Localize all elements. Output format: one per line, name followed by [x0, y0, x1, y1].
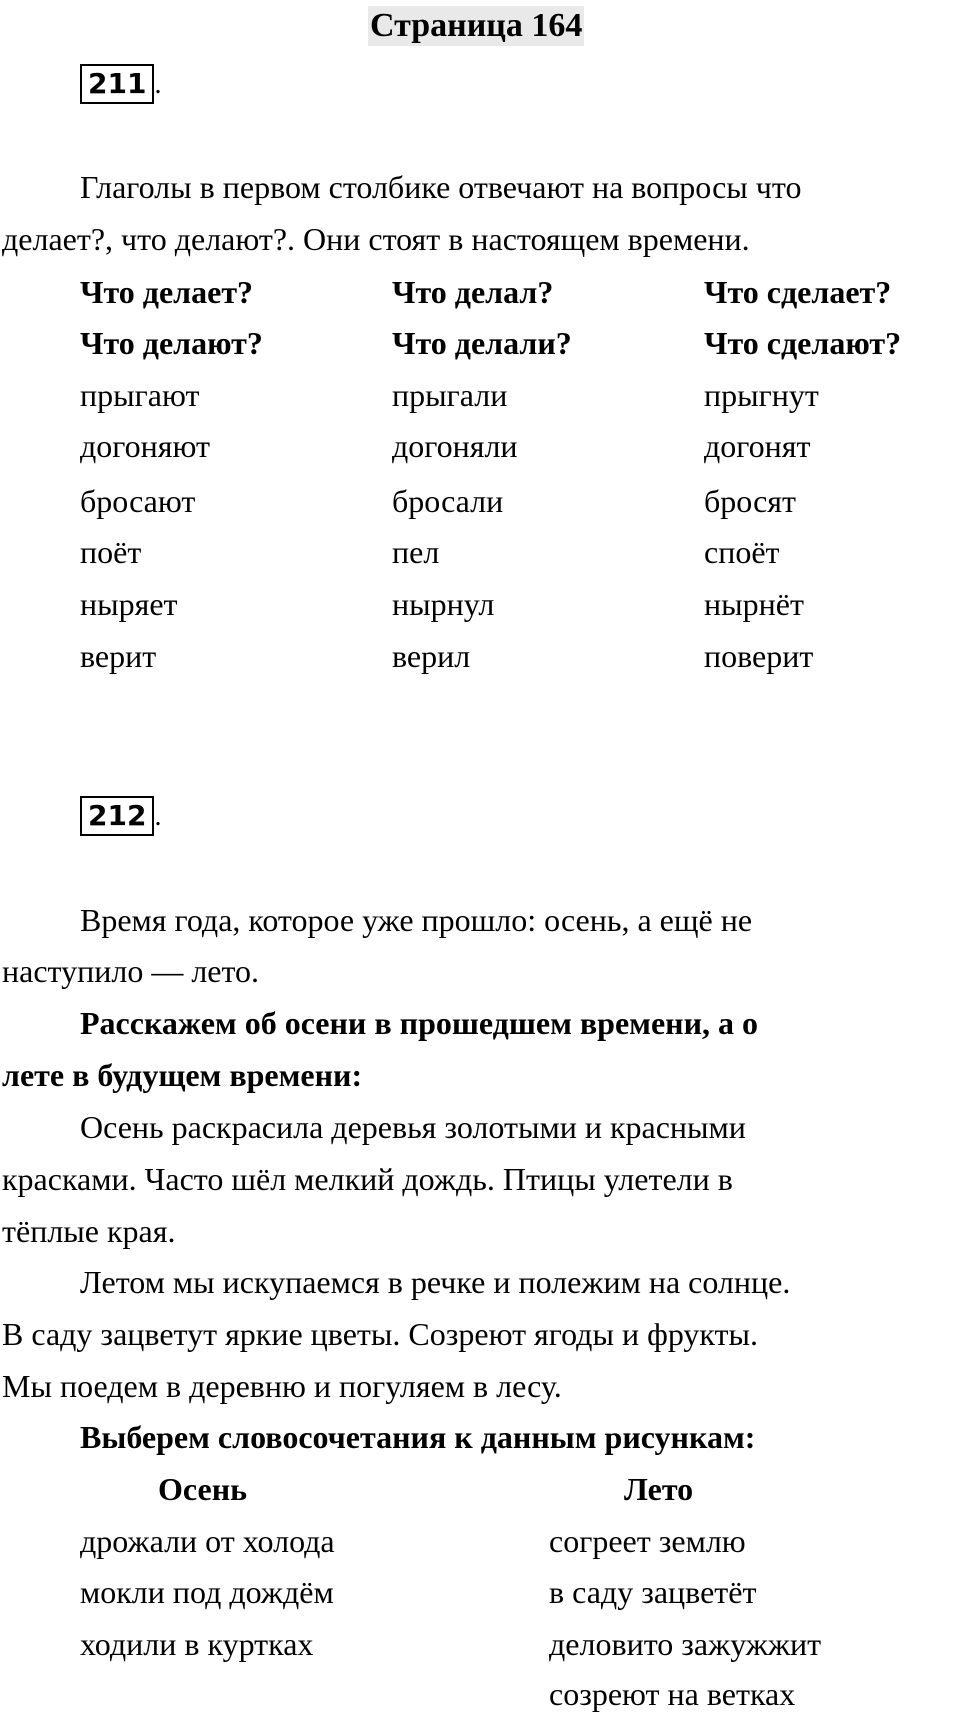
verb-future: поверит [704, 638, 814, 674]
header-what-did-plural: Что делали? [392, 325, 572, 361]
autumn-phrase: ходили в куртках [80, 1626, 314, 1662]
exercise-212-intro-line-1: Время года, которое уже прошло: осень, а ещё не [80, 902, 753, 938]
task-line-2: лете в будущем времени: [2, 1057, 363, 1093]
header-what-do-plural: Что делают? [80, 325, 263, 361]
summer-phrase: согреет землю [549, 1523, 746, 1559]
autumn-text-line-2: красками. Часто шёл мелкий дождь. Птицы улетели в [2, 1161, 733, 1197]
page-title: Страница 164 [370, 7, 583, 44]
exercise-number-dot: . [154, 801, 162, 832]
summer-phrase: деловито зажужжит [549, 1626, 822, 1662]
verb-present: ныряет [80, 586, 178, 622]
verb-past: пел [392, 534, 440, 570]
exercise-number-box: 211 [80, 64, 154, 104]
verb-future: нырнёт [704, 586, 804, 622]
verb-present: поёт [80, 534, 142, 570]
autumn-text-line-3: тёплые края. [2, 1213, 176, 1249]
header-what-did: Что делал? [392, 274, 554, 310]
verb-past: верил [392, 638, 471, 674]
exercise-211-intro-line-1: Глаголы в первом столбике отвечают на вопросы что [80, 169, 802, 205]
header-what-does: Что делает? [80, 274, 254, 310]
choose-heading: Выберем словосочетания к данным рисункам: [80, 1419, 756, 1455]
summer-phrase: созреют на ветках [549, 1676, 796, 1712]
verb-present: прыгают [80, 377, 200, 413]
autumn-text-line-1: Осень раскрасила деревья золотыми и красными [80, 1109, 746, 1145]
verb-past: бросали [392, 483, 504, 519]
verb-past: прыгали [392, 377, 508, 413]
summer-phrase: в саду зацветёт [549, 1574, 757, 1610]
verb-present: верит [80, 638, 157, 674]
verb-future: догонят [704, 428, 811, 464]
summer-text-line-3: Мы поедем в деревню и погуляем в лесу. [2, 1368, 562, 1404]
verb-past: нырнул [392, 586, 495, 622]
verb-present: догоняют [80, 428, 210, 464]
season-heading-autumn: Осень [158, 1471, 248, 1507]
season-heading-summer: Лето [624, 1471, 694, 1507]
verb-future: бросят [704, 483, 796, 519]
task-line-1: Расскажем об осени в прошедшем времени, а о [80, 1005, 759, 1041]
verb-future: прыгнут [704, 377, 819, 413]
autumn-phrase: мокли под дождём [80, 1574, 334, 1610]
exercise-number-dot: . [154, 69, 162, 100]
header-what-will-do-plural: Что сделают? [704, 325, 902, 361]
exercise-number-box: 212 [80, 796, 154, 836]
summer-text-line-1: Летом мы искупаемся в речке и полежим на солнце. [80, 1264, 791, 1300]
verb-past: догоняли [392, 428, 518, 464]
summer-text-line-2: В саду зацветут яркие цветы. Созреют ягоды и фрукты. [2, 1316, 758, 1352]
header-what-will-do: Что сделает? [704, 274, 892, 310]
autumn-phrase: дрожали от холода [80, 1523, 335, 1559]
exercise-211-intro-line-2: делает?, что делают?. Они стоят в настоящем времени. [2, 221, 750, 257]
verb-present: бросают [80, 483, 196, 519]
exercise-number-211 [80, 64, 161, 100]
verb-future: споёт [704, 534, 780, 570]
exercise-number-212 [80, 796, 161, 832]
exercise-212-intro-line-2: наступило — лето. [2, 953, 260, 989]
